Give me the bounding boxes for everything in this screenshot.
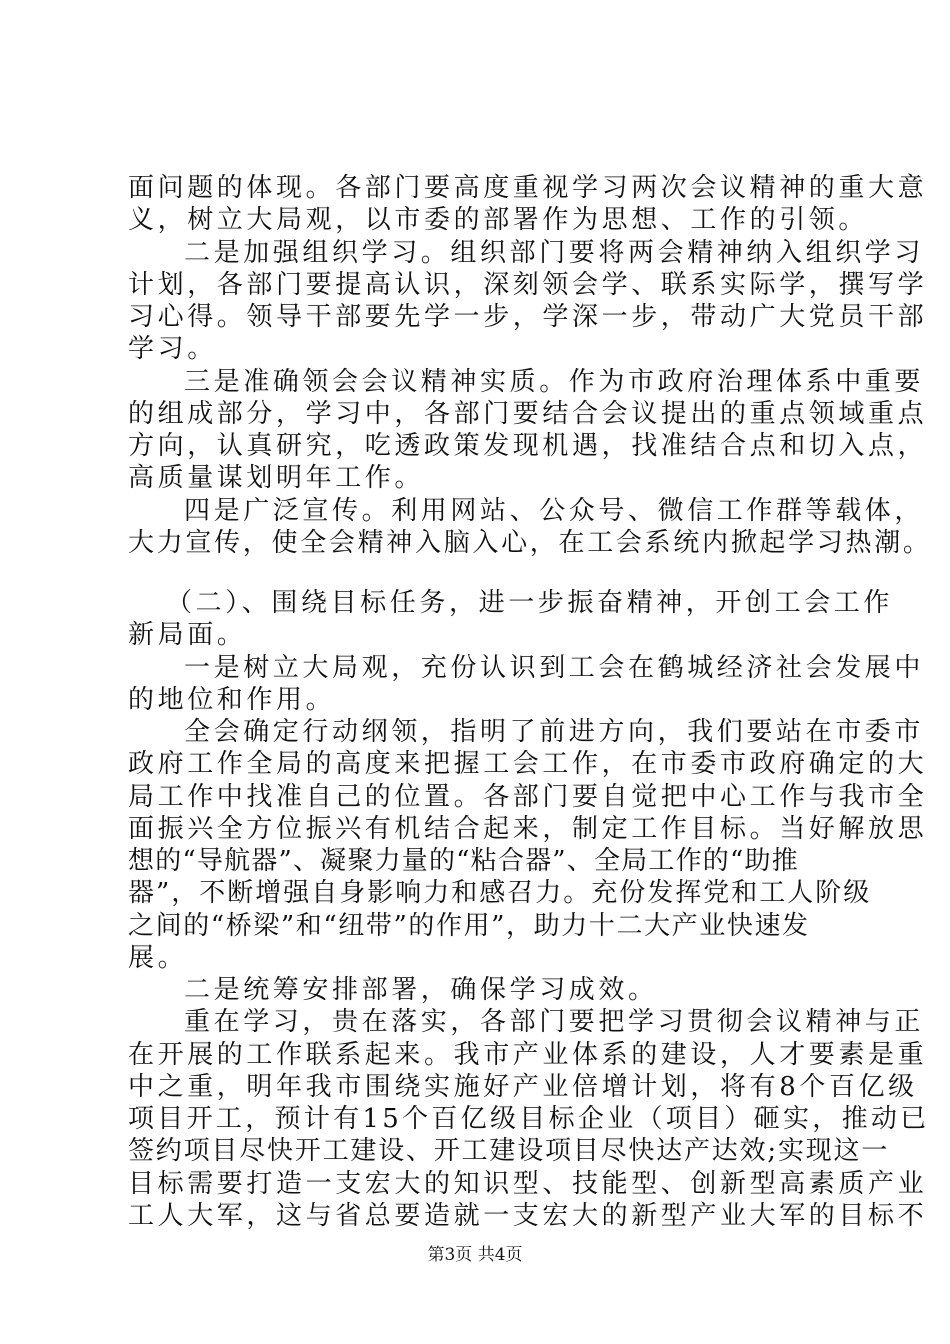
text-line: 新局面。 <box>128 620 247 650</box>
text-line: 三是准确领会会议精神实质。作为市政府治理体系中重要 <box>184 367 925 397</box>
text-line: 一是树立大局观，充份认识到工会在鹤城经济社会发展中 <box>184 653 925 683</box>
text-line: 项目开工，预计有15个百亿级目标企业（项目）砸实，推动已 <box>128 1104 930 1134</box>
text-line: 二是加强组织学习。组织部门要将两会精神纳入组织学习 <box>184 238 925 268</box>
page-footer: 第3页 共4页 <box>427 1245 523 1265</box>
text-line: 目标需要打造一支宏大的知识型、技能型、创新型高素质产业 <box>128 1169 928 1199</box>
text-line: 之间的“桥梁”和“纽带”的作用”，助力十二大产业快速发 <box>128 911 810 941</box>
text-line: 义，树立大局观，以市委的部署作为思想、工作的引领。 <box>128 205 869 235</box>
text-line: 局工作中找准自己的位置。各部门要自觉把中心工作与我市全 <box>128 782 928 812</box>
text-line: 签约项目尽快开工建设、开工建设项目尽快达产达效;实现这一 <box>128 1136 890 1166</box>
text-line: 大力宣传，使全会精神入脑入心，在工会系统内掀起学习热潮。 <box>128 528 932 558</box>
text-line: 二是统筹安排部署，确保学习成效。 <box>184 975 658 1005</box>
text-line: 四是广泛宣传。利用网站、公众号、微信工作群等载体， <box>184 496 925 526</box>
section-heading: （二）、围绕目标任务，进一步振奋精神，开创工会工作 <box>166 588 894 618</box>
text-line: 展。 <box>128 943 188 973</box>
text-line: 面问题的体现。各部门要高度重视学习两次会议精神的重大意 <box>128 173 928 203</box>
text-line: 计划，各部门要提高认识，深刻领会学、联系实际学，撰写学 <box>128 270 928 300</box>
text-line: 器”，不断增强自身影响力和感召力。充份发挥党和工人阶级 <box>128 878 872 908</box>
text-line: 重在学习，贵在落实，各部门要把学习贯彻会议精神与正 <box>184 1007 925 1037</box>
text-line: 高质量谋划明年工作。 <box>128 463 425 493</box>
text-line: 学习。 <box>128 334 217 364</box>
text-line: 政府工作全局的高度来把握工会工作，在市委市政府确定的大 <box>128 749 928 779</box>
text-line: 的地位和作用。 <box>128 685 336 715</box>
text-line: 的组成部分，学习中，各部门要结合会议提出的重点领域重点 <box>128 399 928 429</box>
text-line: 习心得。领导干部要先学一步，学深一步，带动广大党员干部 <box>128 302 928 332</box>
text-line: 面振兴全方位振兴有机结合起来，制定工作目标。当好解放思 <box>128 814 928 844</box>
text-line: 想的“导航器”、凝聚力量的“粘合器”、全局工作的“助推 <box>128 846 799 876</box>
text-line: 中之重，明年我市围绕实施好产业倍增计划，将有8个百亿级 <box>128 1072 918 1102</box>
text-line: 在开展的工作联系起来。我市产业体系的建设，人才要素是重 <box>128 1040 928 1070</box>
text-line: 工人大军，这与省总要造就一支宏大的新型产业大军的目标不 <box>128 1201 928 1231</box>
text-line: 全会确定行动纲领，指明了前进方向，我们要站在市委市 <box>184 717 925 747</box>
text-line: 方向，认真研究，吃透政策发现机遇，找准结合点和切入点， <box>128 431 928 461</box>
